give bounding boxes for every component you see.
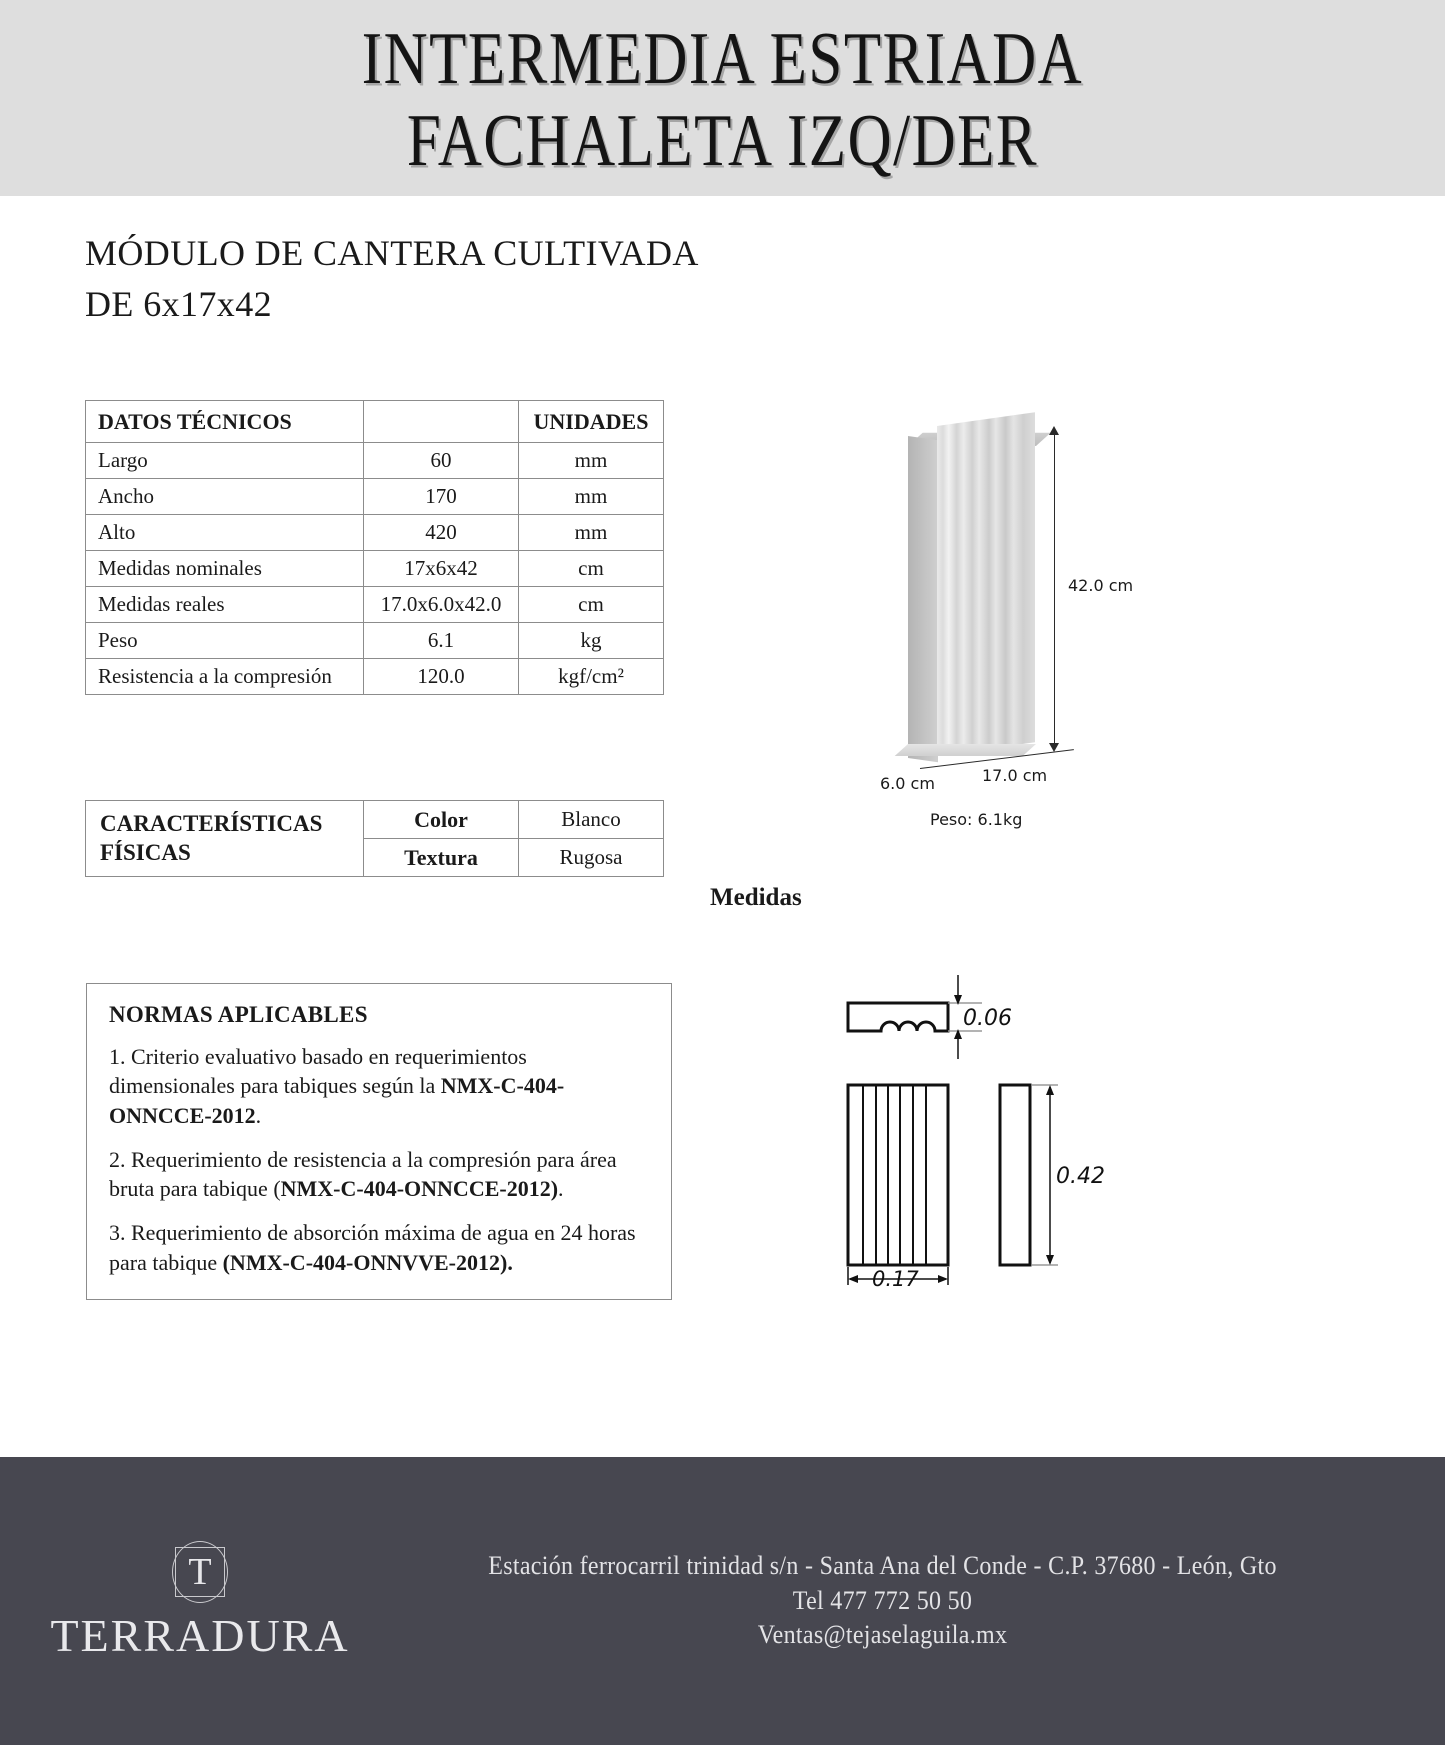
technical-drawings: [830, 955, 1160, 1295]
arrow-left-icon: [848, 1275, 858, 1283]
normas-item-2: [109, 1145, 651, 1204]
arrow-down-icon: [1046, 1255, 1054, 1265]
row-unit: cm: [519, 551, 664, 587]
front-view-drawing: [848, 1085, 948, 1291]
row-label: Resistencia a la compresión: [86, 659, 364, 695]
row-value: 170: [364, 479, 519, 515]
dimension-label-side-height: 0.42: [1056, 1164, 1105, 1189]
carac-value-color: Blanco: [519, 801, 664, 839]
footer-address: Estación ferrocarril trinidad s/n - Santa Ana del Conde - C.P. 37680 - León, Gto: [488, 1551, 1277, 1581]
row-label: Medidas nominales: [86, 551, 364, 587]
brick-side-face: [908, 436, 938, 762]
logo-wordmark: TERRADURA: [50, 1609, 350, 1661]
page-title-line-2: FACHALETA IZQ/DER: [406, 100, 1039, 183]
product-subtitle: [85, 228, 699, 330]
column-header-unidades: UNIDADES: [519, 401, 664, 443]
table-row: [86, 515, 664, 551]
normas-item-1-standard: NMX-C-404-ONNCCE-2012: [109, 1073, 565, 1128]
row-unit: mm: [519, 515, 664, 551]
normas-title: NORMAS APLICABLES: [109, 1002, 368, 1027]
page-title-line-1: INTERMEDIA ESTRIADA: [361, 18, 1084, 101]
product-photo-area: [860, 418, 1190, 829]
logo-monogram-icon: [169, 1541, 231, 1603]
row-label: Ancho: [86, 479, 364, 515]
product-3d-image: [908, 426, 1036, 766]
dimension-label-depth: 6.0 cm: [880, 774, 935, 793]
footer-phone: Tel 477 772 50 50: [792, 1585, 973, 1616]
side-view-outline: [1000, 1085, 1030, 1265]
row-label: Medidas reales: [86, 587, 364, 623]
dimension-label-width: 17.0 cm: [982, 766, 1048, 785]
row-value: 17x6x42: [364, 551, 519, 587]
normas-item-3-text: 3. Requerimiento de absorción máxima de agua en 24 horas para tabique: [109, 1220, 636, 1275]
top-view-outline: [848, 1003, 948, 1031]
weight-label: Peso: 6.1kg: [930, 810, 1023, 829]
footer-email: Ventas@tejaselaguila.mx: [757, 1620, 1008, 1650]
row-label: Alto: [86, 515, 364, 551]
dimension-label-thickness: 0.06: [963, 1006, 1012, 1031]
carac-key-textura: Textura: [364, 839, 519, 877]
top-view-drawing: [848, 975, 1012, 1059]
side-view-drawing: [1000, 1085, 1105, 1265]
carac-value-textura: Rugosa: [519, 839, 664, 877]
footer-contact-info: [380, 1549, 1445, 1653]
technical-data-table: [85, 400, 664, 695]
column-header-value: [364, 401, 519, 443]
brick-fluted-front-face: [937, 412, 1035, 756]
table-row: [86, 659, 664, 695]
logo-letter: T: [188, 1550, 212, 1593]
arrow-up-icon: [1046, 1085, 1054, 1095]
normas-item-2-text: 2. Requerimiento de resistencia a la compresión para área bruta para tabique (: [109, 1146, 617, 1201]
page-footer: [0, 1457, 1445, 1745]
subtitle-line-2: DE 6x17x42: [85, 284, 272, 325]
table-row: [86, 443, 664, 479]
row-unit: kg: [519, 623, 664, 659]
row-unit: mm: [519, 443, 664, 479]
table-row: [86, 551, 664, 587]
subtitle-line-1: MÓDULO DE CANTERA CULTIVADA: [85, 233, 699, 273]
row-value: 17.0x6.0x42.0: [364, 587, 519, 623]
row-value: 6.1: [364, 623, 519, 659]
carac-heading: [86, 801, 364, 877]
dimension-label-height: 42.0 cm: [1068, 576, 1134, 595]
row-label: Peso: [86, 623, 364, 659]
height-dimension-line: [1054, 432, 1055, 750]
medidas-heading: Medidas: [710, 884, 802, 911]
row-value: 420: [364, 515, 519, 551]
table-row: [86, 623, 664, 659]
table-row: [86, 479, 664, 515]
row-label: Largo: [86, 443, 364, 479]
page-header-banner: [0, 0, 1445, 196]
normas-item-3-standard: (NMX-C-404-ONNVVE-2012).: [222, 1249, 513, 1275]
table-row: [86, 801, 664, 839]
row-value: 60: [364, 443, 519, 479]
normas-item-2-standard: NMX-C-404-ONNCCE-2012): [280, 1176, 559, 1201]
column-header-datos: DATOS TÉCNICOS: [86, 401, 364, 443]
normas-item-1-text: 1. Criterio evaluativo basado en requerimientos dimensionales para tabiques según la: [109, 1044, 527, 1099]
table-row: [86, 587, 664, 623]
row-value: 120.0: [364, 659, 519, 695]
brick-bottom-face: [895, 744, 1036, 756]
table-header-row: [86, 401, 664, 443]
arrow-right-icon: [938, 1275, 948, 1283]
row-unit: cm: [519, 587, 664, 623]
physical-characteristics-table: [85, 800, 664, 877]
row-unit: mm: [519, 479, 664, 515]
normas-item-1: [109, 1042, 651, 1130]
row-unit: kgf/cm²: [519, 659, 664, 695]
carac-key-color: Color: [364, 801, 519, 839]
normas-item-2-suffix: .: [558, 1176, 564, 1201]
normas-item-1-suffix: .: [255, 1102, 262, 1128]
technical-drawings-svg: [830, 955, 1160, 1295]
dimension-label-front-width: 0.17: [872, 1267, 919, 1291]
normas-item-3: [109, 1218, 651, 1277]
carac-heading-line-1: CARACTERÍSTICAS: [100, 810, 323, 836]
carac-heading-line-2: FÍSICAS: [100, 839, 191, 865]
normas-aplicables-box: [86, 983, 672, 1300]
company-logo: [20, 1541, 380, 1662]
